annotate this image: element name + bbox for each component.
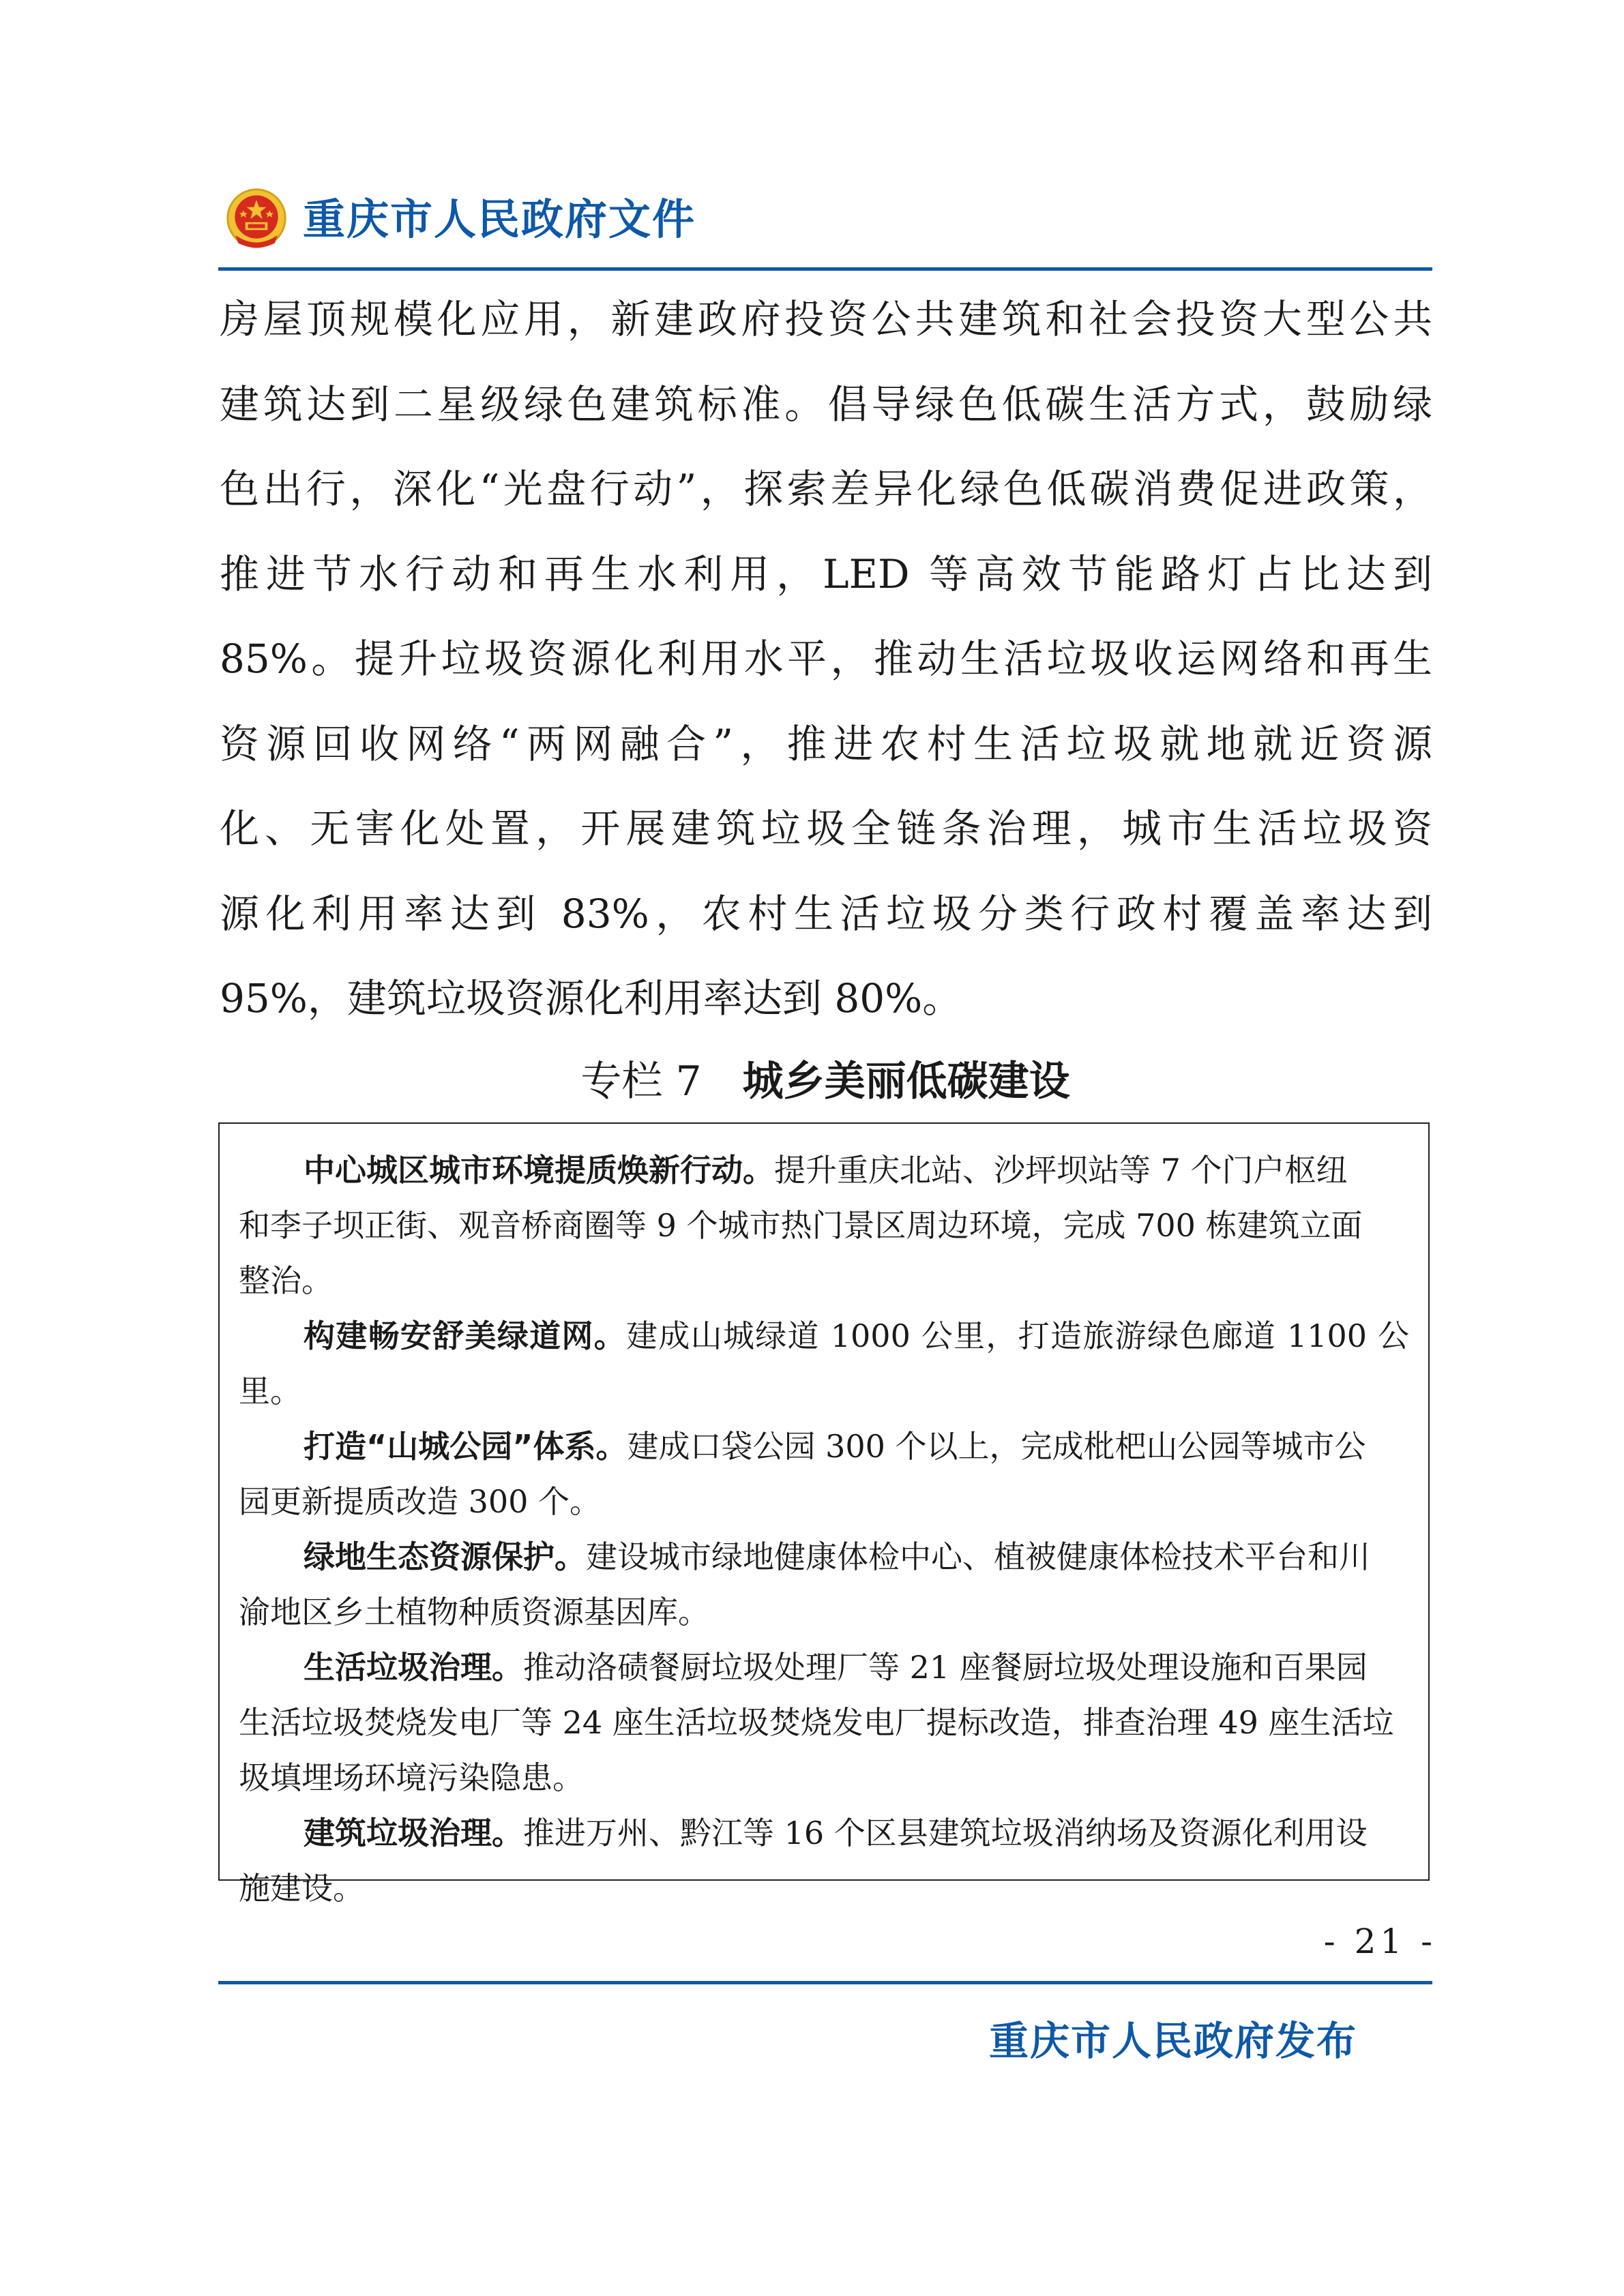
body-line: 资源回收网络“两网融合”，推进农村生活垃圾就地就近资源 <box>220 720 1432 767</box>
column-item <box>239 1309 1409 1419</box>
column-item <box>239 1143 1409 1309</box>
body-line: 源化利用率达到 83%，农村生活垃圾分类行政村覆盖率达到 <box>220 890 1432 937</box>
column-item-text: 建成山城绿道 1000 公里，打造旅游绿色廊道 1100 公里。 <box>239 1317 1410 1410</box>
document-header <box>218 179 1432 267</box>
column-name: 城乡美丽低碳建设 <box>742 1058 1070 1105</box>
body-line: 建筑达到二星级绿色建筑标准。倡导绿色低碳生活方式，鼓励绿 <box>220 381 1432 428</box>
column-item-text: 推进万州、黔江等 16 个区县建筑垃圾消纳场及资源化利用设 施建设。 <box>239 1815 1368 1907</box>
column-item <box>239 1530 1409 1640</box>
header-title: 重庆市人民政府文件 <box>303 194 696 244</box>
column-item-lead: 打造“山城公园”体系。 <box>304 1428 628 1465</box>
page-number: - 21 - <box>1323 1922 1436 1961</box>
body-line: 85%。提升垃圾资源化利用水平，推动生活垃圾收运网络和再生 <box>220 636 1432 682</box>
national-emblem-icon <box>224 187 289 252</box>
column-item-lead: 建筑垃圾治理。 <box>304 1815 523 1851</box>
column-item-text: 提升重庆北站、沙坪坝站等 7 个门户枢纽 和李子坝正街、观音桥商圈等 9 个城市热门景区周边环境，完成 700 栋建筑立面 整治。 <box>239 1152 1363 1299</box>
body-line: 色出行，深化“光盘行动”，探索差异化绿色低碳消费促进政策， <box>220 466 1432 512</box>
publisher-label: 重庆市人民政府发布 <box>989 2018 1358 2064</box>
column-item-lead: 绿地生态资源保护。 <box>304 1538 586 1575</box>
column-item <box>239 1419 1409 1530</box>
column-item-text: 推动洛碛餐厨垃圾处理厂等 21 座餐厨垃圾处理设施和百果园 生活垃圾焚烧发电厂等 24 座生活垃圾焚烧发电厂提标改造，排查治理 49 座生活垃 圾填埋场环境污染隐患。 <box>239 1649 1394 1796</box>
column-item-lead: 构建畅安舒美绿道网。 <box>304 1317 627 1354</box>
column-item-lead: 中心城区城市环境提质焕新行动。 <box>304 1152 774 1189</box>
column-title <box>218 1050 1432 1113</box>
column-item-text: 建成口袋公园 300 个以上，完成枇杷山公园等城市公 园更新提质改造 300 个。 <box>239 1428 1366 1520</box>
header-divider <box>218 267 1432 271</box>
column-item <box>239 1640 1409 1806</box>
footer-divider <box>218 1981 1432 1984</box>
column-item <box>239 1806 1409 1916</box>
column-number: 专栏 7 <box>580 1058 702 1105</box>
column-item-lead: 生活垃圾治理。 <box>304 1649 523 1686</box>
column-box <box>218 1122 1430 1907</box>
body-line: 化、无害化处置，开展建筑垃圾全链条治理，城市生活垃圾资 <box>220 805 1432 852</box>
body-line: 95%，建筑垃圾资源化利用率达到 80%。 <box>220 975 962 1022</box>
body-line: 推进节水行动和再生水利用，LED 等高效节能路灯占比达到 <box>220 550 1432 597</box>
body-line: 房屋顶规模化应用，新建政府投资公共建筑和社会投资大型公共 <box>220 296 1432 342</box>
body-paragraph <box>220 277 1432 1041</box>
column-item-text: 建设城市绿地健康体检中心、植被健康体检技术平台和川 渝地区乡土植物种质资源基因库。 <box>239 1538 1370 1630</box>
